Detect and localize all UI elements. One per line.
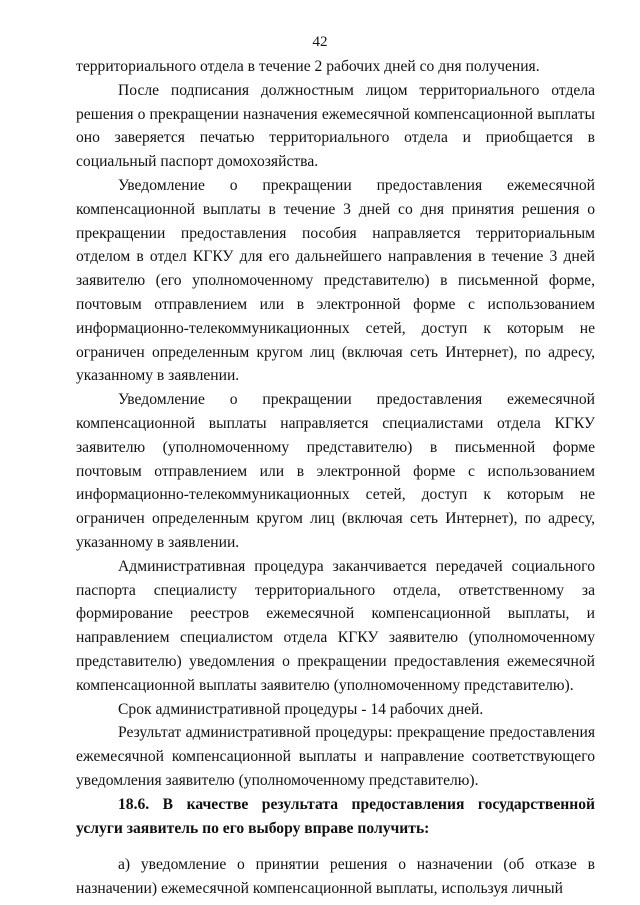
- section-heading-18-6: 18.6. В качестве результата предоставления государственной услуги заявитель по его выбору вправе получить:: [76, 795, 595, 837]
- document-body: [76, 55, 595, 901]
- paragraph-procedure-result: Результат административной процедуры: прекращение предоставления ежемесячной компенсационной выплаты и направление соответствующего уведомления заявителю (уполномоченному представителю).: [76, 724, 595, 789]
- paragraph-continuation: территориального отдела в течение 2 рабочих дней со дня получения.: [76, 58, 540, 75]
- paragraph-procedure-term: Срок административной процедуры - 14 рабочих дней.: [118, 700, 484, 718]
- paragraph-procedure-ends: Административная процедура заканчивается передачей социального паспорта специалисту территориального отдела, ответственному за формирование реестров ежемесячной компенсационной выплаты, и направлением специалистом отдела КГКУ заявителю (уполномоченному представителю) уведомления о прекращении предоставления ежемесячной компенсационной выплаты заявителю (уполномоченному представителю).: [76, 557, 595, 694]
- page-number: 42: [312, 34, 328, 50]
- paragraph-notification-kgku: Уведомление о прекращении предоставления ежемесячной компенсационной выплаты направляется специалистами отдела КГКУ заявителю (уполномоченному представителю) в письменной форме почтовым отправлением или в электронной форме с использованием информационно-телекоммуникационных сетей, доступ к которым не ограничен определенным кругом лиц (включая сеть Интернет), по адресу, указанному в заявлении.: [76, 391, 595, 551]
- paragraph-signing-decision: После подписания должностным лицом территориального отдела решения о прекращении назначения ежемесячной компенсационной выплаты оно заверяется печатью территориального отдела и приобщается в социальный паспорт домохозяйства.: [76, 81, 595, 171]
- paragraph-item-a: а) уведомление о принятии решения о назначении (об отказе в назначении) ежемесячной компенсационной выплаты, используя личный: [76, 856, 595, 898]
- paragraph-notification-territorial: Уведомление о прекращении предоставления ежемесячной компенсационной выплаты в течение 3 дней со дня принятия решения о прекращении предоставления пособия направляется территориальным отделом в отдел КГКУ для его дальнейшего направления в течение 3 дней заявителю (его уполномоченному представителю) в письменной форме, почтовым отправлением или в электронной форме с использованием информационно-телекоммуникационных сетей, доступ к которым не ограничен определенным кругом лиц (включая сеть Интернет), по адресу, указанному в заявлении.: [76, 176, 595, 385]
